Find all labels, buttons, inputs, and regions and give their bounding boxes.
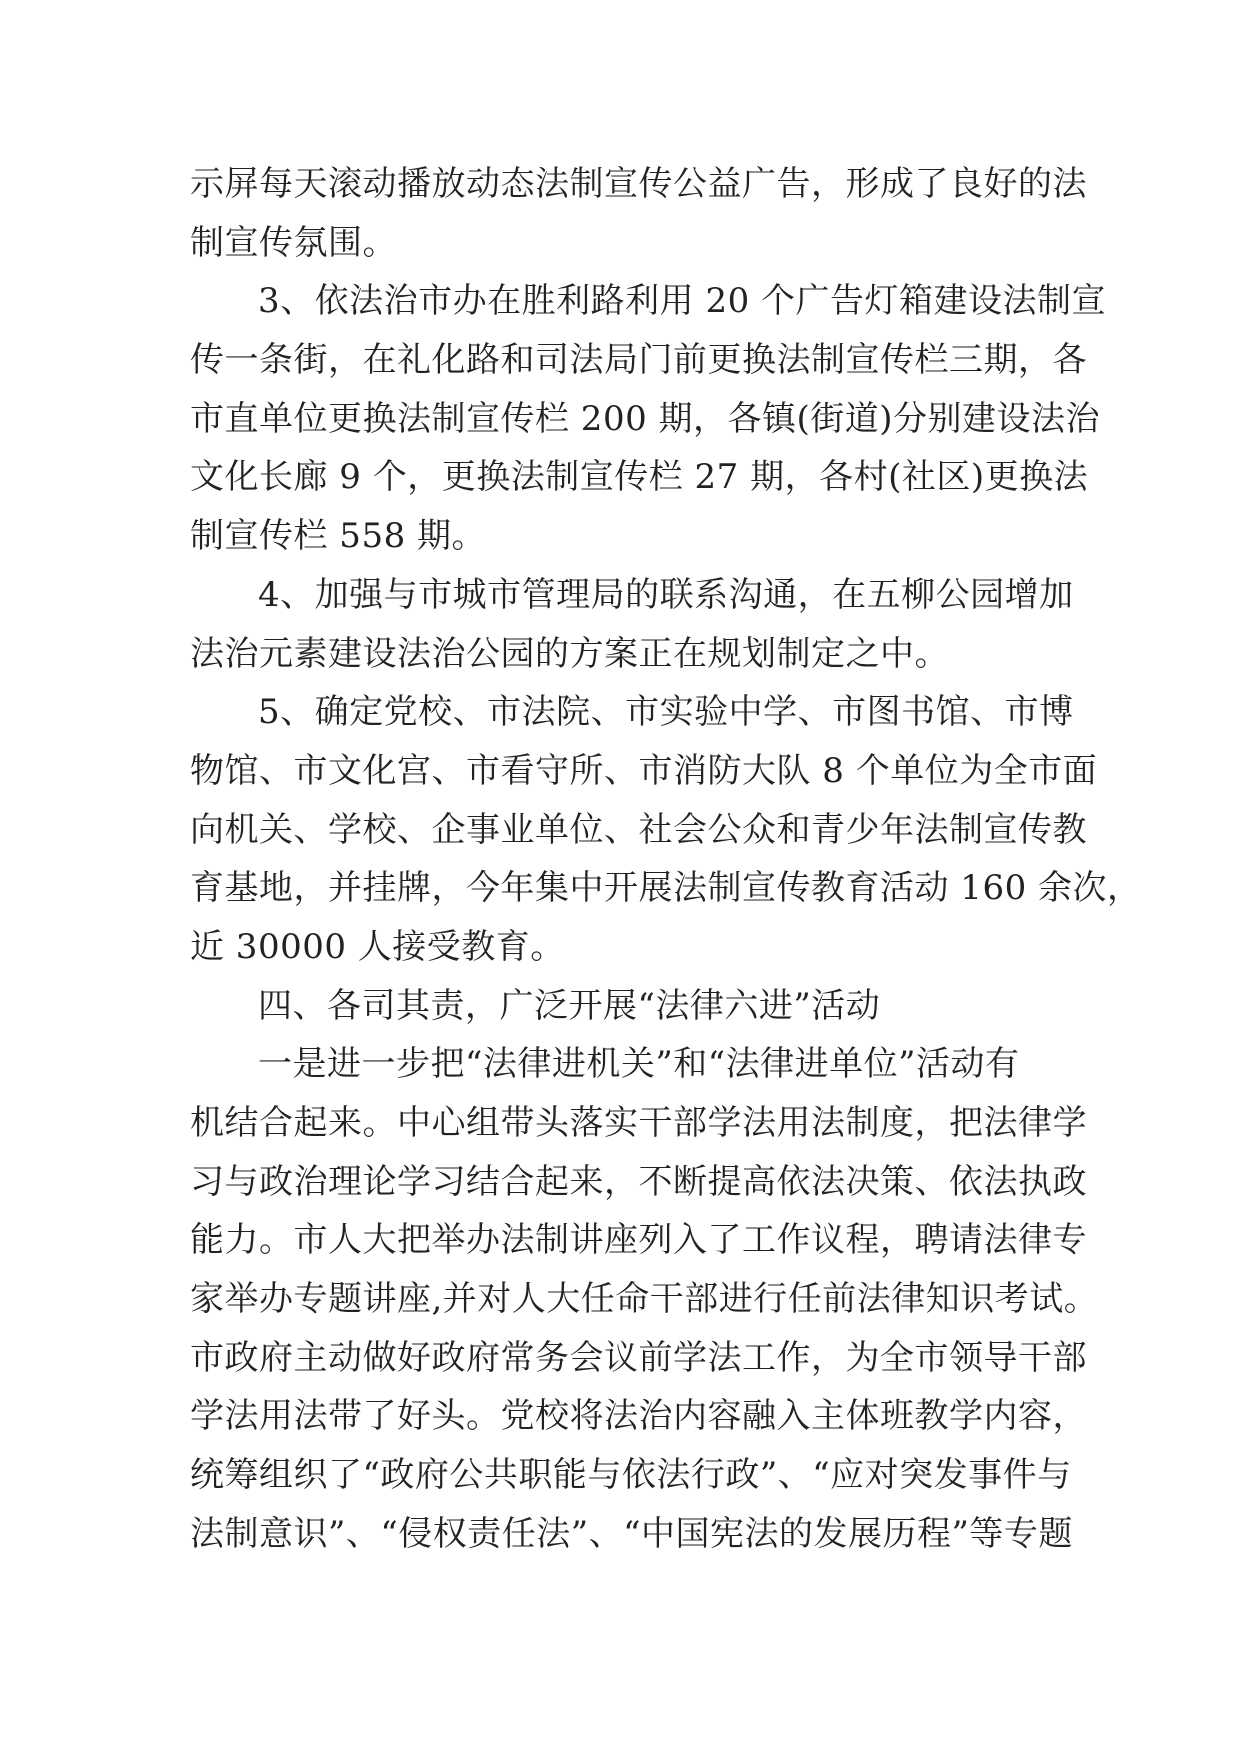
text-line: 能力。市人大把举办法制讲座列入了工作议程，聘请法律专: [190, 1220, 1087, 1261]
text-line: 法治元素建设法治公园的方案正在规划制定之中。: [190, 633, 949, 674]
text-line: 文化长廊 9 个，更换法制宣传栏 27 期，各村(社区)更换法: [190, 457, 1089, 498]
text-line: 制宣传氛围。: [190, 222, 397, 263]
text-line: 示屏每天滚动播放动态法制宣传公益广告，形成了良好的法: [190, 164, 1087, 204]
text-line: 育基地，并挂牌，今年集中开展法制宣传教育活动 160 余次，: [190, 868, 1142, 909]
text-line: 物馆、市文化宫、市看守所、市消防大队 8 个单位为全市面: [190, 750, 1098, 791]
body-text: [190, 155, 1142, 1564]
text-line: 法制意识”、“侵权责任法”、“中国宪法的发展历程”等专题: [190, 1513, 1073, 1554]
text-line: 机结合起来。中心组带头落实干部学法用法制度，把法律学: [190, 1103, 1087, 1143]
text-line: 家举办专题讲座,并对人大任命干部进行任前法律知识考试。: [190, 1279, 1099, 1320]
text-line: 3、依法治市办在胜利路利用 20 个广告灯箱建设法制宣: [258, 281, 1107, 322]
text-line: 4、加强与市城市管理局的联系沟通，在五柳公园增加: [258, 574, 1074, 615]
text-line: 近 30000 人接受教育。: [190, 926, 565, 967]
text-line: 市政府主动做好政府常务会议前学法工作，为全市领导干部: [190, 1337, 1087, 1378]
text-line: 学法用法带了好头。党校将法治内容融入主体班教学内容，: [190, 1396, 1087, 1437]
text-line: 统筹组织了“政府公共职能与依法行政”、“应对突发事件与: [190, 1455, 1072, 1496]
text-line: 制宣传栏 558 期。: [190, 516, 487, 557]
text-line: 向机关、学校、企事业单位、社会公众和青少年法制宣传教: [190, 809, 1087, 850]
text-line: 传一条街，在礼化路和司法局门前更换法制宣传栏三期，各: [190, 340, 1087, 381]
text-line: 5、确定党校、市法院、市实验中学、市图书馆、市博: [258, 692, 1074, 733]
section-heading: 四、各司其责，广泛开展“法律六进”活动: [258, 985, 881, 1026]
text-line: 市直单位更换法制宣传栏 200 期，各镇(街道)分别建设法治: [190, 398, 1101, 439]
text-line: 习与政治理论学习结合起来，不断提高依法决策、依法执政: [190, 1161, 1087, 1202]
text-line: 一是进一步把“法律进机关”和“法律进单位”活动有: [258, 1044, 1020, 1085]
